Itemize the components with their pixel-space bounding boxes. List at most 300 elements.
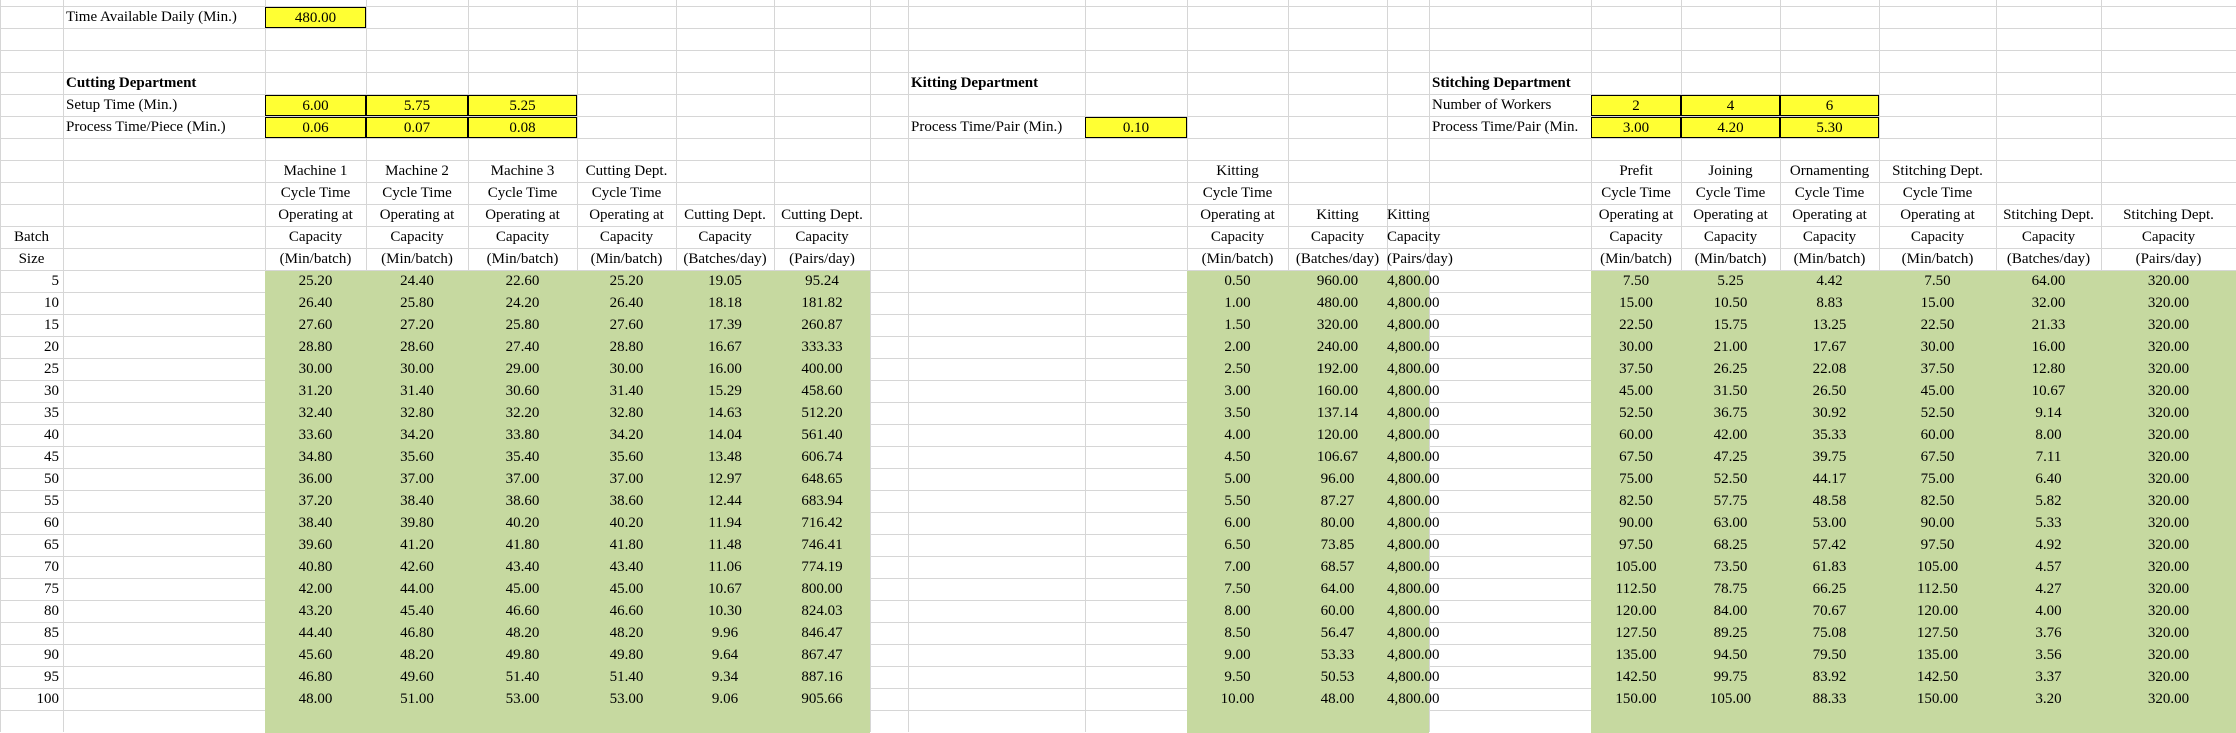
result-value: 716.42 [801,515,843,531]
column-header [1387,161,1429,182]
result-value: 38.40 [298,515,333,531]
result-value: 320.00 [2147,647,2190,663]
result-value: 606.74 [801,449,843,465]
result-value: 43.40 [505,559,540,575]
result-value: 35.40 [505,449,540,465]
column-header: (Min/batch) [590,251,663,267]
result-value: 39.80 [400,515,434,531]
column-header: (Min/batch) [1901,251,1974,267]
result-value: 320.00 [2147,559,2190,575]
column-header: Operating at [589,207,664,223]
result-value: 320.00 [2147,295,2190,311]
result-value: 824.03 [801,603,843,619]
column-header [1996,161,2101,182]
result-value: 75.00 [1619,471,1653,487]
time-available-input[interactable]: 480.00 [265,7,366,28]
result-value: 142.50 [1615,669,1657,685]
result-value: 120.00 [1615,603,1657,619]
kitting-process-label: Process Time/Pair (Min.) [911,119,1063,135]
result-value: 82.50 [1619,493,1653,509]
column-header: Capacity [795,229,849,245]
result-value: 30.92 [1812,405,1847,421]
result-value: 32.80 [609,405,644,421]
result-value: 89.25 [1713,625,1748,641]
column-header: (Min/batch) [279,251,352,267]
result-value: 37.00 [400,471,434,487]
result-value: 320.00 [2147,383,2190,399]
workers-input[interactable]: 6 [1780,95,1879,116]
result-value: 774.19 [801,559,843,575]
column-header: (Batches/day) [1295,251,1380,267]
result-value: 120.00 [1916,603,1959,619]
result-value: 57.75 [1713,493,1748,509]
result-value: 37.50 [1920,361,1955,377]
result-value: 41.20 [400,537,434,553]
result-value: 33.60 [298,427,333,443]
result-value: 37.00 [505,471,540,487]
result-value: 5.50 [1224,493,1251,509]
result-value: 19.05 [708,273,742,289]
process-time-piece-input[interactable]: 0.08 [468,117,577,138]
batch-size-value: 70 [44,559,59,575]
result-value: 15.29 [708,383,742,399]
column-header: Capacity [495,229,550,245]
stitching-process-input[interactable]: 3.00 [1591,117,1681,138]
result-value: 0.50 [1224,273,1251,289]
result-value: 26.50 [1812,383,1847,399]
column-header: Capacity [390,229,444,245]
result-value: 512.20 [801,405,843,421]
result-value: 31.40 [400,383,434,399]
column-header: Operating at [1200,207,1275,223]
result-value: 14.04 [708,427,742,443]
result-value: 12.44 [708,493,742,509]
result-value: 22.60 [505,273,540,289]
result-value: 44.17 [1812,471,1847,487]
result-value: 44.00 [400,581,434,597]
result-value: 83.92 [1812,669,1847,685]
result-value: 8.83 [1816,295,1843,311]
batch-size-header: Batch [14,229,49,245]
column-header: Cycle Time [487,185,558,201]
batch-size-header [0,183,63,204]
result-value: 2.50 [1224,361,1251,377]
workers-input[interactable]: 4 [1681,95,1780,116]
result-value: 48.58 [1812,493,1847,509]
result-value: 32.00 [2031,295,2066,311]
result-value: 9.64 [711,647,739,663]
result-value: 82.50 [1920,493,1955,509]
result-value: 80.00 [1320,515,1355,531]
result-value: 27.60 [609,317,644,333]
result-value: 32.40 [298,405,333,421]
batch-size-value: 80 [44,603,59,619]
batch-size-header [0,161,63,182]
column-header: Cycle Time [1902,185,1973,201]
result-value: 2.00 [1224,339,1251,355]
column-header: (Min/batch) [1201,251,1274,267]
column-header: (Min/batch) [381,251,453,267]
result-value: 78.75 [1713,581,1748,597]
result-value: 30.00 [400,361,434,377]
result-value: 41.80 [505,537,540,553]
result-value: 3.76 [2035,625,2062,641]
result-value: 4,800.00 [1387,691,1440,707]
column-header: Operating at [379,207,455,223]
result-value: 4.92 [2035,537,2062,553]
result-value: 6.40 [2035,471,2062,487]
result-value: 38.40 [400,493,434,509]
result-value: 160.00 [1316,383,1359,399]
result-value: 21.00 [1713,339,1748,355]
process-time-piece-label: Process Time/Piece (Min.) [66,119,226,135]
column-header: (Batches/day) [683,251,767,267]
result-value: 46.80 [298,669,333,685]
column-header: Capacity [599,229,654,245]
result-value: 38.60 [609,493,644,509]
column-header: (Min/batch) [1600,251,1672,267]
result-value: 56.47 [1320,625,1355,641]
column-header: Kitting [1216,163,1259,179]
result-value: 94.50 [1713,647,1748,663]
column-header: Cycle Time [1794,185,1865,201]
result-value: 22.08 [1812,361,1847,377]
result-value: 35.33 [1812,427,1847,443]
result-value: 11.48 [708,537,742,553]
column-header: Machine 2 [385,163,449,179]
result-value: 42.00 [298,581,333,597]
result-value: 5.33 [2035,515,2062,531]
result-value: 33.80 [505,427,540,443]
result-value: 30.00 [1920,339,1955,355]
result-value: 52.50 [1619,405,1653,421]
result-value: 30.00 [1619,339,1653,355]
process-time-piece-input[interactable]: 0.07 [366,117,468,138]
result-value: 24.20 [505,295,540,311]
result-value: 16.67 [708,339,742,355]
batch-size-value: 85 [44,625,59,641]
result-value: 44.40 [298,625,333,641]
result-value: 43.20 [298,603,333,619]
result-value: 4.00 [2035,603,2062,619]
batch-size-value: 20 [44,339,59,355]
result-value: 68.57 [1320,559,1355,575]
batch-size-value: 50 [44,471,59,487]
setup-time-input[interactable]: 5.25 [468,95,577,116]
column-header [676,183,774,204]
result-value: 458.60 [801,383,843,399]
batch-size-value: 5 [51,273,59,289]
result-value: 97.50 [1920,537,1955,553]
column-header: (Min/batch) [486,251,559,267]
result-value: 46.60 [505,603,540,619]
stitching-process-input[interactable]: 4.20 [1681,117,1780,138]
result-value: 53.33 [1320,647,1355,663]
result-value: 15.00 [1619,295,1653,311]
result-value: 25.20 [609,273,644,289]
column-header: Ornamenting [1789,163,1870,179]
column-header: Cycle Time [382,185,452,201]
result-value: 7.50 [1224,581,1251,597]
result-value: 7.50 [1622,273,1650,289]
result-value: 36.00 [298,471,333,487]
result-value: 320.00 [2147,581,2190,597]
column-header: Capacity [1703,229,1758,245]
column-header: Cutting Dept. [684,207,766,223]
kitting-dept-title: Kitting Department [911,75,1039,91]
result-value: 3.37 [2035,669,2062,685]
column-header: Operating at [278,207,353,223]
column-header [2101,183,2236,204]
column-header: Cycle Time [591,185,662,201]
result-value: 106.67 [1316,449,1359,465]
result-value: 4,800.00 [1387,405,1440,421]
result-value: 25.20 [298,273,333,289]
result-value: 75.08 [1812,625,1847,641]
result-value: 320.00 [2147,427,2190,443]
result-value: 561.40 [801,427,843,443]
result-value: 49.60 [400,669,434,685]
column-header: Capacity [2141,229,2196,245]
result-value: 3.00 [1224,383,1251,399]
result-value: 4,800.00 [1387,581,1440,597]
result-value: 32.80 [400,405,434,421]
result-value: 10.00 [1220,691,1255,707]
setup-time-input[interactable]: 6.00 [265,95,366,116]
result-value: 51.40 [505,669,540,685]
kitting-process-input[interactable]: 0.10 [1085,117,1187,138]
result-value: 4,800.00 [1387,669,1440,685]
column-header [676,161,774,182]
result-value: 37.20 [298,493,333,509]
stitching-dept-title: Stitching Department [1432,75,1571,91]
result-value: 3.20 [2035,691,2062,707]
result-value: 88.33 [1812,691,1847,707]
result-value: 99.75 [1713,669,1748,685]
result-value: 4,800.00 [1387,449,1440,465]
result-value: 4,800.00 [1387,603,1440,619]
result-value: 3.56 [2035,647,2062,663]
result-value: 150.00 [1916,691,1959,707]
column-header: Cycle Time [280,185,351,201]
result-value: 17.67 [1812,339,1847,355]
result-value: 240.00 [1316,339,1359,355]
result-value: 16.00 [2031,339,2066,355]
result-value: 48.20 [400,647,434,663]
batch-size-value: 75 [44,581,59,597]
column-header [2101,161,2236,182]
result-value: 60.00 [1320,603,1355,619]
result-value: 42.00 [1713,427,1748,443]
result-value: 75.00 [1920,471,1955,487]
result-value: 105.00 [1916,559,1959,575]
result-value: 51.00 [400,691,434,707]
stitching-process-input[interactable]: 5.30 [1780,117,1879,138]
column-header [774,183,870,204]
result-value: 35.60 [609,449,644,465]
result-value: 73.85 [1320,537,1355,553]
batch-size-value: 35 [44,405,59,421]
result-value: 4,800.00 [1387,471,1440,487]
result-value: 60.00 [1920,427,1955,443]
result-value: 37.00 [609,471,644,487]
column-header: Stitching Dept. [1892,163,1983,179]
batch-size-header [0,205,63,226]
result-value: 48.00 [1320,691,1355,707]
column-header [1996,183,2101,204]
result-value: 29.00 [505,361,540,377]
result-value: 64.00 [1320,581,1355,597]
result-value: 320.00 [2147,493,2190,509]
column-header: Operating at [1900,207,1975,223]
result-value: 192.00 [1316,361,1359,377]
result-value: 4,800.00 [1387,361,1440,377]
result-value: 52.50 [1713,471,1748,487]
result-value: 26.40 [298,295,333,311]
result-value: 4,800.00 [1387,559,1440,575]
result-value: 10.67 [2031,383,2066,399]
result-value: 64.00 [2031,273,2066,289]
result-value: 4,800.00 [1387,647,1440,663]
result-value: 8.00 [2035,427,2062,443]
result-value: 84.00 [1713,603,1748,619]
result-value: 333.33 [801,339,843,355]
workers-label: Number of Workers [1432,97,1552,113]
result-value: 61.83 [1812,559,1847,575]
column-header: Capacity [288,229,343,245]
result-value: 53.00 [609,691,644,707]
result-value: 4,800.00 [1387,515,1440,531]
batch-size-value: 55 [44,493,59,509]
result-value: 28.80 [609,339,644,355]
result-value: 38.60 [505,493,540,509]
result-value: 4.00 [1224,427,1251,443]
column-header: Operating at [1598,207,1674,223]
column-header: (Min/batch) [1793,251,1866,267]
result-value: 846.47 [801,625,843,641]
result-value: 4,800.00 [1387,427,1440,443]
result-value: 45.00 [505,581,540,597]
column-header: (Pairs/day) [2135,251,2202,267]
batch-size-value: 45 [44,449,59,465]
result-value: 8.00 [1224,603,1251,619]
result-value: 42.60 [400,559,434,575]
result-value: 9.50 [1224,669,1251,685]
result-value: 10.50 [1713,295,1748,311]
result-value: 648.65 [801,471,843,487]
column-header: Capacity [1310,229,1365,245]
result-value: 45.00 [609,581,644,597]
result-value: 4,800.00 [1387,339,1440,355]
column-header [1387,183,1429,204]
result-value: 12.97 [708,471,742,487]
column-header: Stitching Dept. [2003,207,2094,223]
result-value: 31.40 [609,383,644,399]
result-value: 320.00 [2147,515,2190,531]
result-value: 34.20 [400,427,434,443]
result-value: 48.20 [609,625,644,641]
result-value: 51.40 [609,669,644,685]
result-value: 127.50 [1916,625,1959,641]
result-value: 27.60 [298,317,333,333]
result-value: 90.00 [1619,515,1653,531]
column-header: Operating at [1693,207,1768,223]
result-value: 27.20 [400,317,434,333]
column-header: Capacity [698,229,752,245]
result-value: 4,800.00 [1387,383,1440,399]
result-value: 46.60 [609,603,644,619]
result-value: 36.75 [1713,405,1748,421]
column-header: Operating at [485,207,560,223]
batch-size-value: 95 [44,669,59,685]
result-value: 4,800.00 [1387,537,1440,553]
result-value: 683.94 [801,493,843,509]
result-value: 53.00 [505,691,540,707]
result-value: 320.00 [2147,669,2190,685]
result-value: 39.60 [298,537,333,553]
result-value: 31.50 [1713,383,1748,399]
column-header: Cycle Time [1202,185,1273,201]
result-value: 66.25 [1812,581,1847,597]
result-value: 9.96 [711,625,739,641]
result-value: 120.00 [1316,427,1359,443]
result-value: 53.00 [1812,515,1847,531]
workers-input[interactable]: 2 [1591,95,1681,116]
setup-time-input[interactable]: 5.75 [366,95,468,116]
batch-size-value: 65 [44,537,59,553]
result-value: 30.60 [505,383,540,399]
result-value: 9.34 [711,669,739,685]
batch-size-value: 100 [36,691,59,707]
result-value: 46.80 [400,625,434,641]
result-value: 10.67 [708,581,742,597]
result-value: 3.50 [1224,405,1251,421]
result-value: 320.00 [2147,603,2190,619]
result-value: 41.80 [609,537,644,553]
column-header: Cycle Time [1601,185,1671,201]
result-value: 8.50 [1224,625,1251,641]
column-header: Capacity [1210,229,1265,245]
result-value: 97.50 [1619,537,1653,553]
result-value: 26.25 [1713,361,1748,377]
process-time-piece-input[interactable]: 0.06 [265,117,366,138]
column-header: Capacity [2021,229,2076,245]
result-value: 45.00 [1619,383,1653,399]
result-value: 52.50 [1920,405,1955,421]
result-value: 73.50 [1713,559,1748,575]
result-value: 6.50 [1224,537,1251,553]
column-header: Operating at [1792,207,1867,223]
result-value: 181.82 [801,295,843,311]
result-value: 21.33 [2031,317,2066,333]
result-value: 13.25 [1812,317,1847,333]
result-value: 22.50 [1619,317,1653,333]
result-value: 35.60 [400,449,434,465]
time-available-label: Time Available Daily (Min.) [66,9,237,25]
batch-size-value: 60 [44,515,59,531]
result-value: 887.16 [801,669,843,685]
result-value: 49.80 [609,647,644,663]
result-value: 480.00 [1316,295,1359,311]
result-value: 4,800.00 [1387,625,1440,641]
result-value: 49.80 [505,647,540,663]
result-value: 4.27 [2035,581,2062,597]
result-value: 7.50 [1924,273,1951,289]
result-value: 800.00 [801,581,843,597]
result-value: 5.25 [1717,273,1744,289]
result-value: 40.80 [298,559,333,575]
result-value: 57.42 [1812,537,1847,553]
